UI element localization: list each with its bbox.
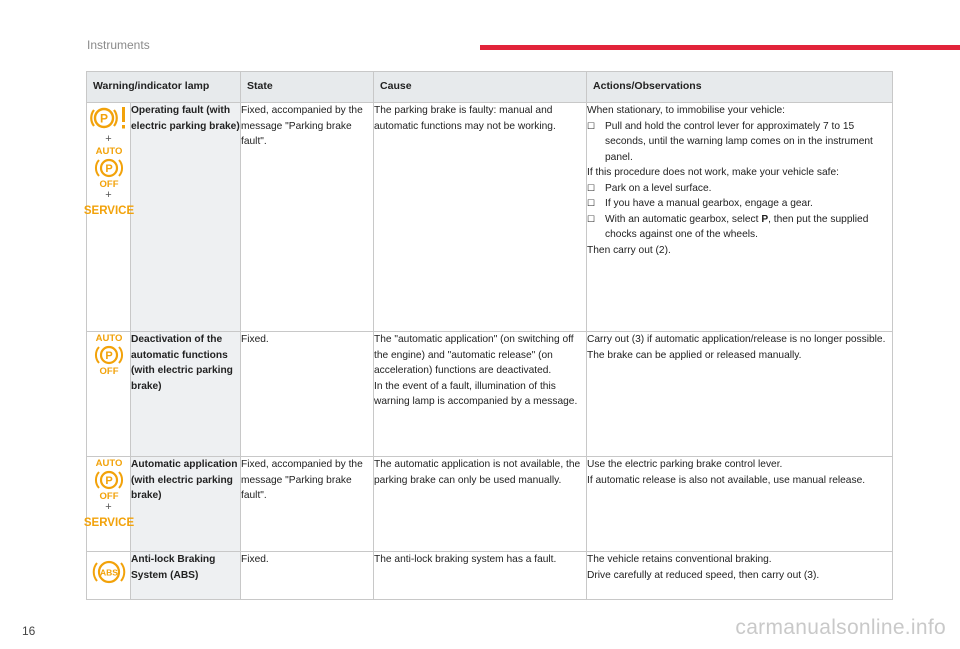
lamp-state: Fixed, accompanied by the message "Parking brake fault". xyxy=(241,103,374,332)
action-bullet: ☐ Pull and hold the control lever for approximately 7 to 15 seconds, until the warning lamp comes on in the instrument panel. xyxy=(587,120,873,163)
lamp-name: Automatic application (with electric parking brake) xyxy=(131,457,241,552)
service-icon xyxy=(83,202,134,217)
action-text: If this procedure does not work, make your vehicle safe: xyxy=(587,167,839,178)
lamp-actions xyxy=(587,457,893,552)
plus-sign: + xyxy=(105,501,112,513)
column-header-cause: Cause xyxy=(374,72,587,103)
action-text: Then carry out (2). xyxy=(587,244,671,256)
action-text: The brake can be applied or released manually. xyxy=(587,349,802,361)
lamp-icon-cell xyxy=(83,103,134,332)
table-row xyxy=(87,103,893,332)
warning-lamp-table xyxy=(83,71,893,600)
svg-text:AUTO: AUTO xyxy=(95,333,122,344)
table-row xyxy=(87,332,893,457)
svg-text:AUTO: AUTO xyxy=(95,458,122,469)
action-text: Use the electric parking brake control lever. xyxy=(587,459,783,470)
svg-text:OFF: OFF xyxy=(99,179,118,190)
action-text: If automatic release is also not available, use manual release. xyxy=(587,474,866,486)
svg-text:P: P xyxy=(104,350,113,362)
svg-text:SERVICE: SERVICE xyxy=(83,205,134,217)
table-row xyxy=(87,457,893,552)
lamp-icon-cell xyxy=(87,552,131,600)
lamp-actions xyxy=(587,552,893,600)
section-accent-bar xyxy=(480,45,960,50)
lamp-cause: The anti-lock braking system has a fault. xyxy=(374,552,587,600)
service-icon xyxy=(83,514,134,529)
svg-text:OFF: OFF xyxy=(99,366,118,377)
svg-text:P: P xyxy=(104,163,113,175)
lamp-actions xyxy=(587,103,893,332)
checkbox-bullet-icon: ☐ xyxy=(587,198,596,208)
action-text: When stationary, to immobilise your vehicle: xyxy=(587,105,785,116)
svg-text:P: P xyxy=(99,111,108,126)
auto-park-off-icon xyxy=(89,145,129,189)
lamp-state: Fixed, accompanied by the message "Parking brake fault". xyxy=(241,457,374,552)
column-header-state: State xyxy=(241,72,374,103)
lamp-state: Fixed. xyxy=(241,332,374,457)
lamp-name: Operating fault (with electric parking brake) xyxy=(131,103,241,332)
lamp-name: Anti-lock Braking System (ABS) xyxy=(131,552,241,600)
cause-text: The "automatic application" (on switching off the engine) and "automatic release" (on acceleration) functions are deactivated. xyxy=(374,334,574,376)
svg-text:OFF: OFF xyxy=(99,491,118,502)
svg-text:AUTO: AUTO xyxy=(95,146,122,157)
watermark: carmanualsonline.info xyxy=(735,616,946,639)
lamp-cause: The parking brake is faulty: manual and automatic functions may not be working. xyxy=(374,103,587,332)
parking-brake-fault-icon xyxy=(89,103,129,133)
lamp-name: Deactivation of the automatic functions (with electric parking brake) xyxy=(131,332,241,457)
column-header-lamp: Warning/indicator lamp xyxy=(87,72,241,103)
page-number: 16 xyxy=(22,624,36,638)
auto-park-off-icon xyxy=(89,457,129,501)
plus-sign: + xyxy=(105,133,112,145)
auto-park-off-icon xyxy=(89,332,129,376)
action-bullet: ☐ If you have a manual gearbox, engage a gear. xyxy=(587,196,892,212)
column-header-actions: Actions/Observations xyxy=(587,72,893,103)
lamp-cause: The automatic application is not available, the parking brake can only be used manually. xyxy=(374,457,587,552)
action-text: Carry out (3) if automatic application/release is no longer possible. xyxy=(587,334,886,345)
checkbox-bullet-icon: ☐ xyxy=(587,120,596,131)
svg-text:P: P xyxy=(104,475,113,487)
action-bullet: ☐ Park on a level surface. xyxy=(587,181,892,197)
lamp-cause xyxy=(374,332,587,457)
lamp-actions xyxy=(587,332,893,457)
section-title: Instruments xyxy=(87,38,150,52)
lamp-state: Fixed. xyxy=(241,552,374,600)
svg-text:ABS: ABS xyxy=(99,567,118,578)
lamp-icon-cell xyxy=(83,457,134,552)
plus-sign: + xyxy=(105,189,112,201)
table-row xyxy=(87,552,893,600)
table-header-row xyxy=(87,72,893,103)
action-text: The vehicle retains conventional braking. xyxy=(587,554,772,565)
abs-icon xyxy=(89,558,129,586)
lamp-icon-cell xyxy=(87,332,131,457)
action-text: Drive carefully at reduced speed, then carry out (3). xyxy=(587,569,820,581)
svg-text:SERVICE: SERVICE xyxy=(83,517,134,529)
checkbox-bullet-icon: ☐ xyxy=(587,182,596,193)
checkbox-bullet-icon: ☐ xyxy=(587,213,596,224)
cause-text: In the event of a fault, illumination of this warning lamp is accompanied by a message. xyxy=(374,380,578,407)
action-bullet: ☐ With an automatic gearbox, select P, then put the supplied chocks against one of the wheels. xyxy=(587,213,869,240)
